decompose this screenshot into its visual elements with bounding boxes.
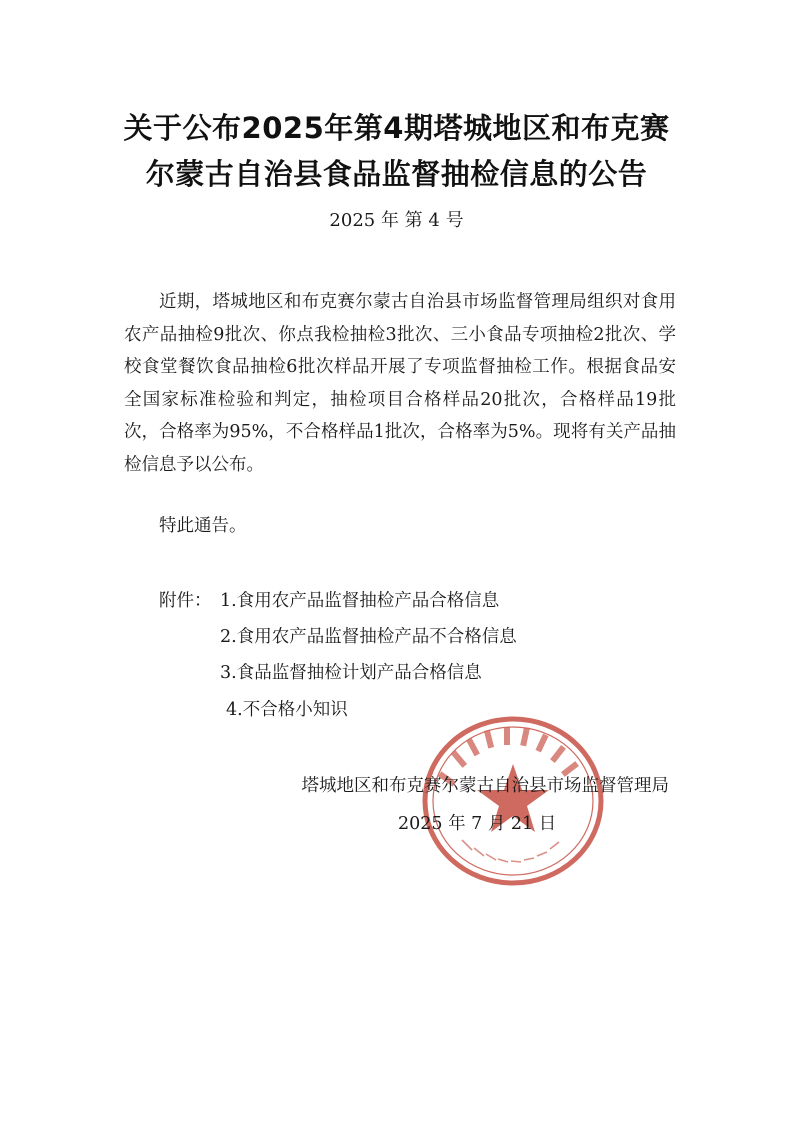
attachment-item-3: 3.食品监督抽检计划产品合格信息 — [220, 663, 482, 683]
issuing-authority: 塔城地区和布克赛尔蒙古自治县市场监督管理局 — [301, 776, 669, 796]
closing-notice: 特此通告。 — [159, 516, 247, 536]
attachment-item-1: 1.食用农产品监督抽检产品合格信息 — [220, 591, 500, 611]
official-seal-star-icon — [418, 712, 608, 890]
issue-date: 2025 年 7 月 21 日 — [398, 814, 557, 834]
body-paragraph: 近期，塔城地区和布克赛尔蒙古自治县市场监督管理局组织对食用农产品抽检9批次、你点我检抽检3批次、三小食品专项抽检2批次、学校食堂餐饮食品抽检6批次样品开展了专项监督抽检工作。根据食品安全国家标准检验和判定，抽检项目合格样品20批次，合格样品19批次，合格率为95%，不合格样品1批次，合格率为5%。现将有关产品抽检信息予以公布。 — [124, 292, 676, 475]
document-title-line-1: 关于公布2025年第4期塔城地区和布克赛 — [123, 111, 670, 145]
document-number: 2025 年 第 4 号 — [329, 210, 464, 231]
document-title-line-2: 尔蒙古自治县食品监督抽检信息的公告 — [145, 157, 648, 191]
body-text — [124, 286, 676, 481]
attachment-item-2: 2.食用农产品监督抽检产品不合格信息 — [220, 627, 517, 647]
attachment-item-4: 4.不合格小知识 — [226, 700, 348, 720]
attachments-label: 附件： — [159, 591, 212, 611]
